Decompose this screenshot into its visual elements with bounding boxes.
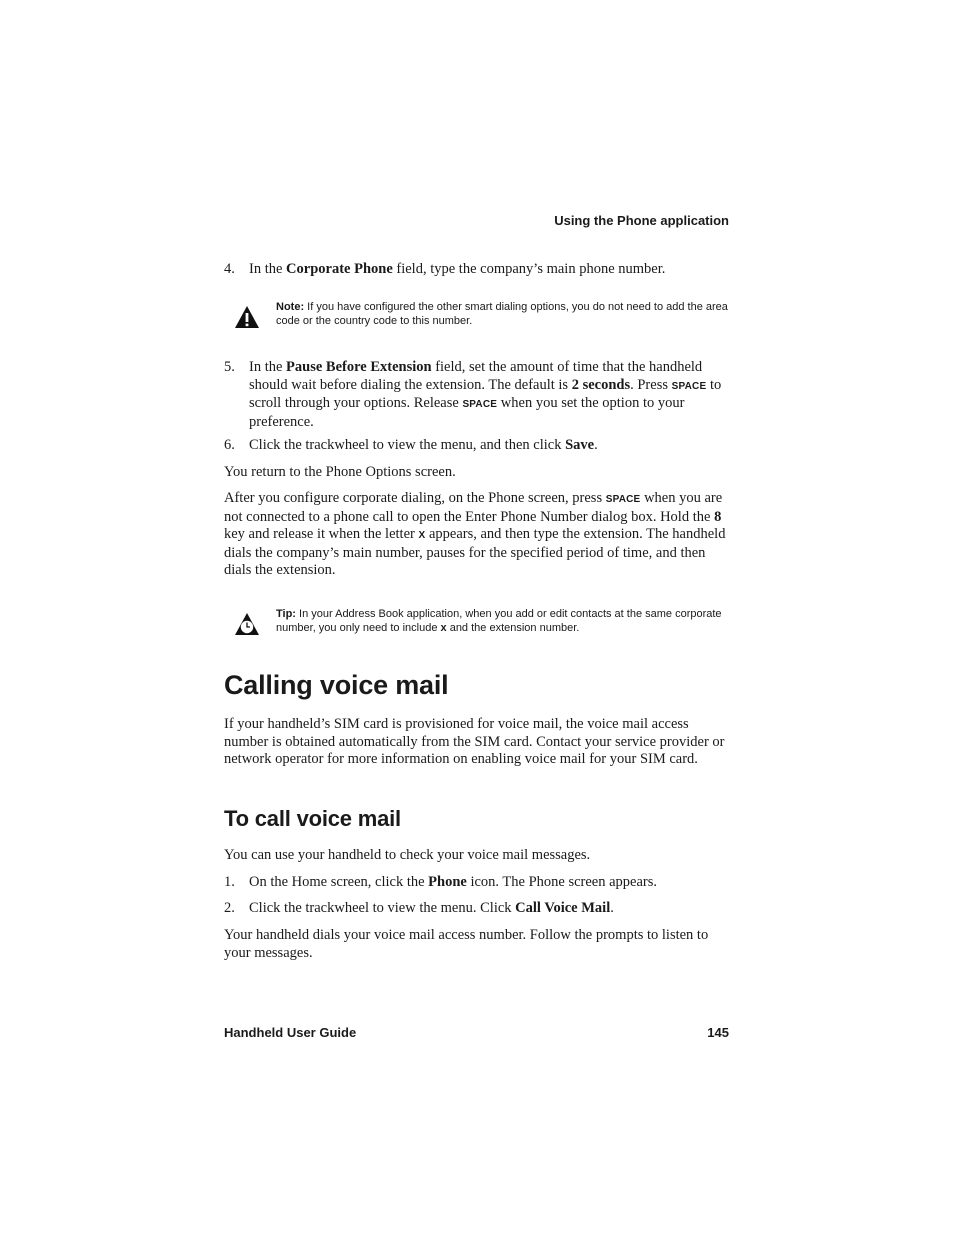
step-text: On the Home screen, click the Phone icon. The Phone screen appears. <box>249 874 658 890</box>
step-number: 6. <box>224 437 235 453</box>
tip-callout: Tip: In your Address Book application, when you add or edit contacts at the same corporate number, you only need to include x and the extension number. <box>276 608 722 634</box>
footer-guide-title: Handheld User Guide <box>224 1025 357 1040</box>
after-config-paragraph: After you configure corporate dialing, on the Phone screen, press SPACE when you are not connected to a phone call to open the Enter Phone Number dialog box. Hold the 8 key and release it when the letter X appears, and then type the extension. The handheld dials the company’s main number, pauses for the specified period of time, and then dials the extension. <box>224 490 726 578</box>
procedure-outro: Your handheld dials your voice mail access number. Follow the prompts to listen to your messages. <box>224 927 709 961</box>
procedure-step-2 <box>224 900 730 918</box>
tip-label: Tip: <box>276 608 296 620</box>
step-number: 2. <box>224 900 235 916</box>
section-body: If your handheld’s SIM card is provisioned for voice mail, the voice mail access number is obtained automatically from the SIM card. Contact your service provider or network operator for more information on enabling voice mail for your SIM card. <box>224 716 725 767</box>
tip-icon <box>234 612 260 636</box>
key-label: SPACE <box>462 399 498 410</box>
note-callout: Note: If you have configured the other smart dialing options, you do not need to add the area code or the country code to this number. <box>276 301 728 327</box>
step-number: 1. <box>224 874 235 890</box>
procedure-heading: To call voice mail <box>224 806 401 831</box>
note-label: Note: <box>276 301 305 313</box>
running-header: Using the Phone application <box>554 213 729 228</box>
step-5 <box>224 359 730 431</box>
section-heading: Calling voice mail <box>224 670 449 700</box>
procedure-step-1 <box>224 874 730 892</box>
step-text: In the Corporate Phone field, type the company’s main phone number. <box>249 261 666 277</box>
page-number: 145 <box>707 1025 729 1040</box>
step-text: In the Pause Before Extension field, set the amount of time that the handheld should wait before dialing the extension. The default is 2 seconds. Press SPACE to scroll through your options. Release SPACE when you set the option to your preference. <box>249 359 722 430</box>
key-label: SPACE <box>605 494 641 505</box>
step-6 <box>224 437 730 455</box>
step-text: Click the trackwheel to view the menu, and then click Save. <box>249 437 598 453</box>
step-number: 5. <box>224 359 235 375</box>
warning-icon <box>234 305 260 329</box>
step-text: Click the trackwheel to view the menu. Click Call Voice Mail. <box>249 900 614 916</box>
key-label: X <box>418 530 426 541</box>
key-label: SPACE <box>671 380 707 392</box>
return-paragraph: You return to the Phone Options screen. <box>224 464 456 480</box>
step-number: 4. <box>224 261 235 277</box>
procedure-intro: You can use your handheld to check your voice mail messages. <box>224 847 591 863</box>
step-4 <box>224 261 730 279</box>
